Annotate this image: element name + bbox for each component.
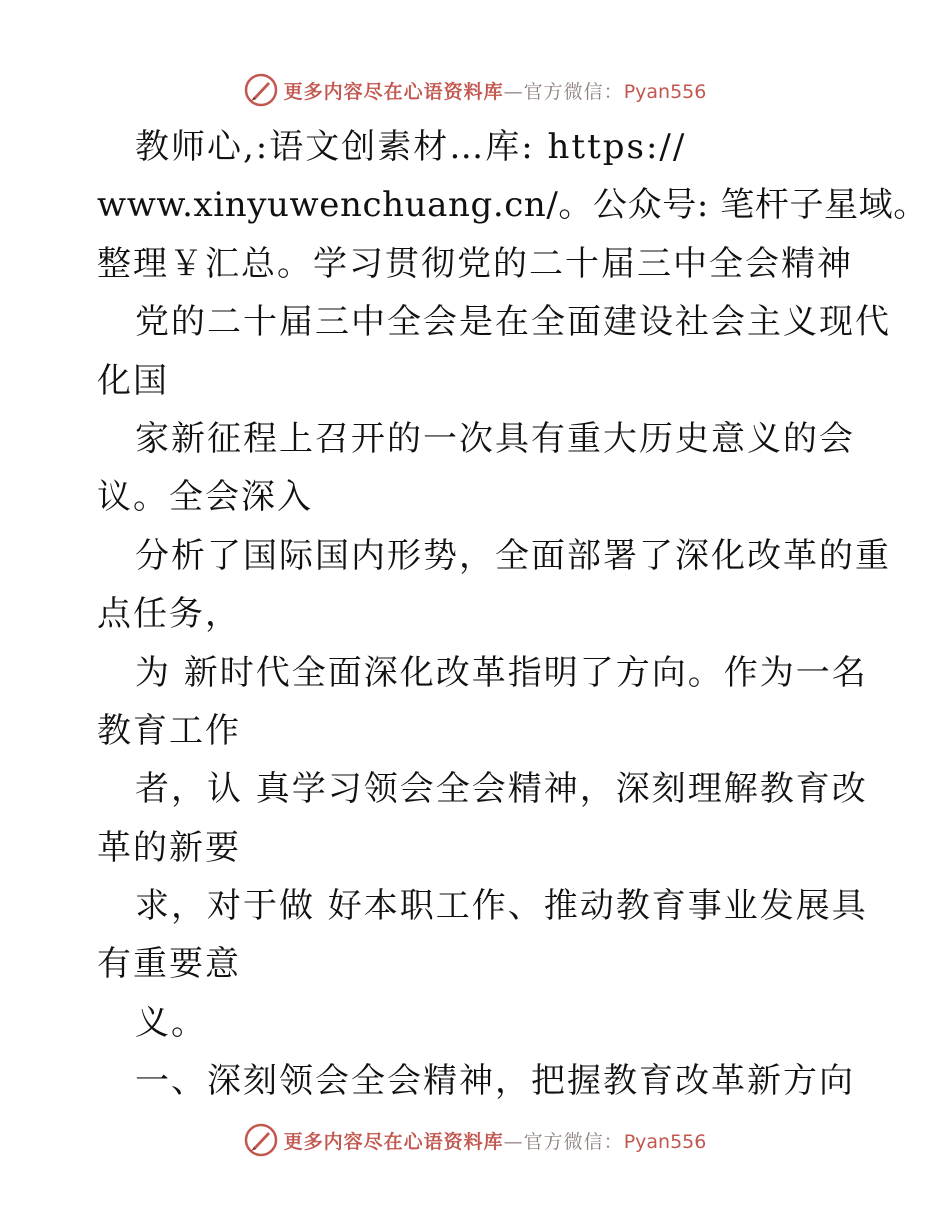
text-line: 者，认 真学习领会全会精神，深刻理解教育改 <box>135 769 868 810</box>
text-line: 一、深刻领会全会精神，把握教育改革新方向 <box>135 1061 855 1102</box>
text-line: 义。 <box>135 1002 207 1043</box>
text-line: 议。全会深入 <box>97 477 313 518</box>
text-line: 整理￥汇总。学习贯彻党的二十届三中全会精神 <box>97 243 853 284</box>
quill-logo-icon <box>244 73 278 107</box>
text-line: 分析了国际国内形势，全面部署了深化改革的重 <box>135 535 891 576</box>
banner-text: 更多内容尽在心语资料库—官方微信：Pyan556 <box>283 1130 707 1153</box>
text-line: 为 新时代全面深化改革指明了方向。作为一名 <box>135 652 868 693</box>
text-line: 教育工作 <box>97 710 241 751</box>
text-line: 革的新要 <box>97 827 241 868</box>
banner-text: 更多内容尽在心语资料库—官方微信：Pyan556 <box>283 80 707 103</box>
header-banner <box>0 70 950 110</box>
text-line: www.xinyuwenchuang.cn/。公众号: 笔杆子星域。 <box>97 185 928 226</box>
text-line: 点任务， <box>97 594 241 635</box>
text-line: 求，对于做 好本职工作、推动教育事业发展具 <box>135 886 868 927</box>
text-line: 党的二十届三中全会是在全面建设社会主义现代 <box>135 302 891 343</box>
quill-logo-icon <box>244 1123 278 1157</box>
footer-banner <box>0 1120 950 1160</box>
document-body <box>97 118 928 1111</box>
text-line: 家新征程上召开的一次具有重大历史意义的会 <box>135 418 855 459</box>
text-line: 教师心,:语文创素材…库: https:// <box>135 127 687 167</box>
text-line: 化国 <box>97 360 169 401</box>
text-line: 有重要意 <box>97 944 241 985</box>
